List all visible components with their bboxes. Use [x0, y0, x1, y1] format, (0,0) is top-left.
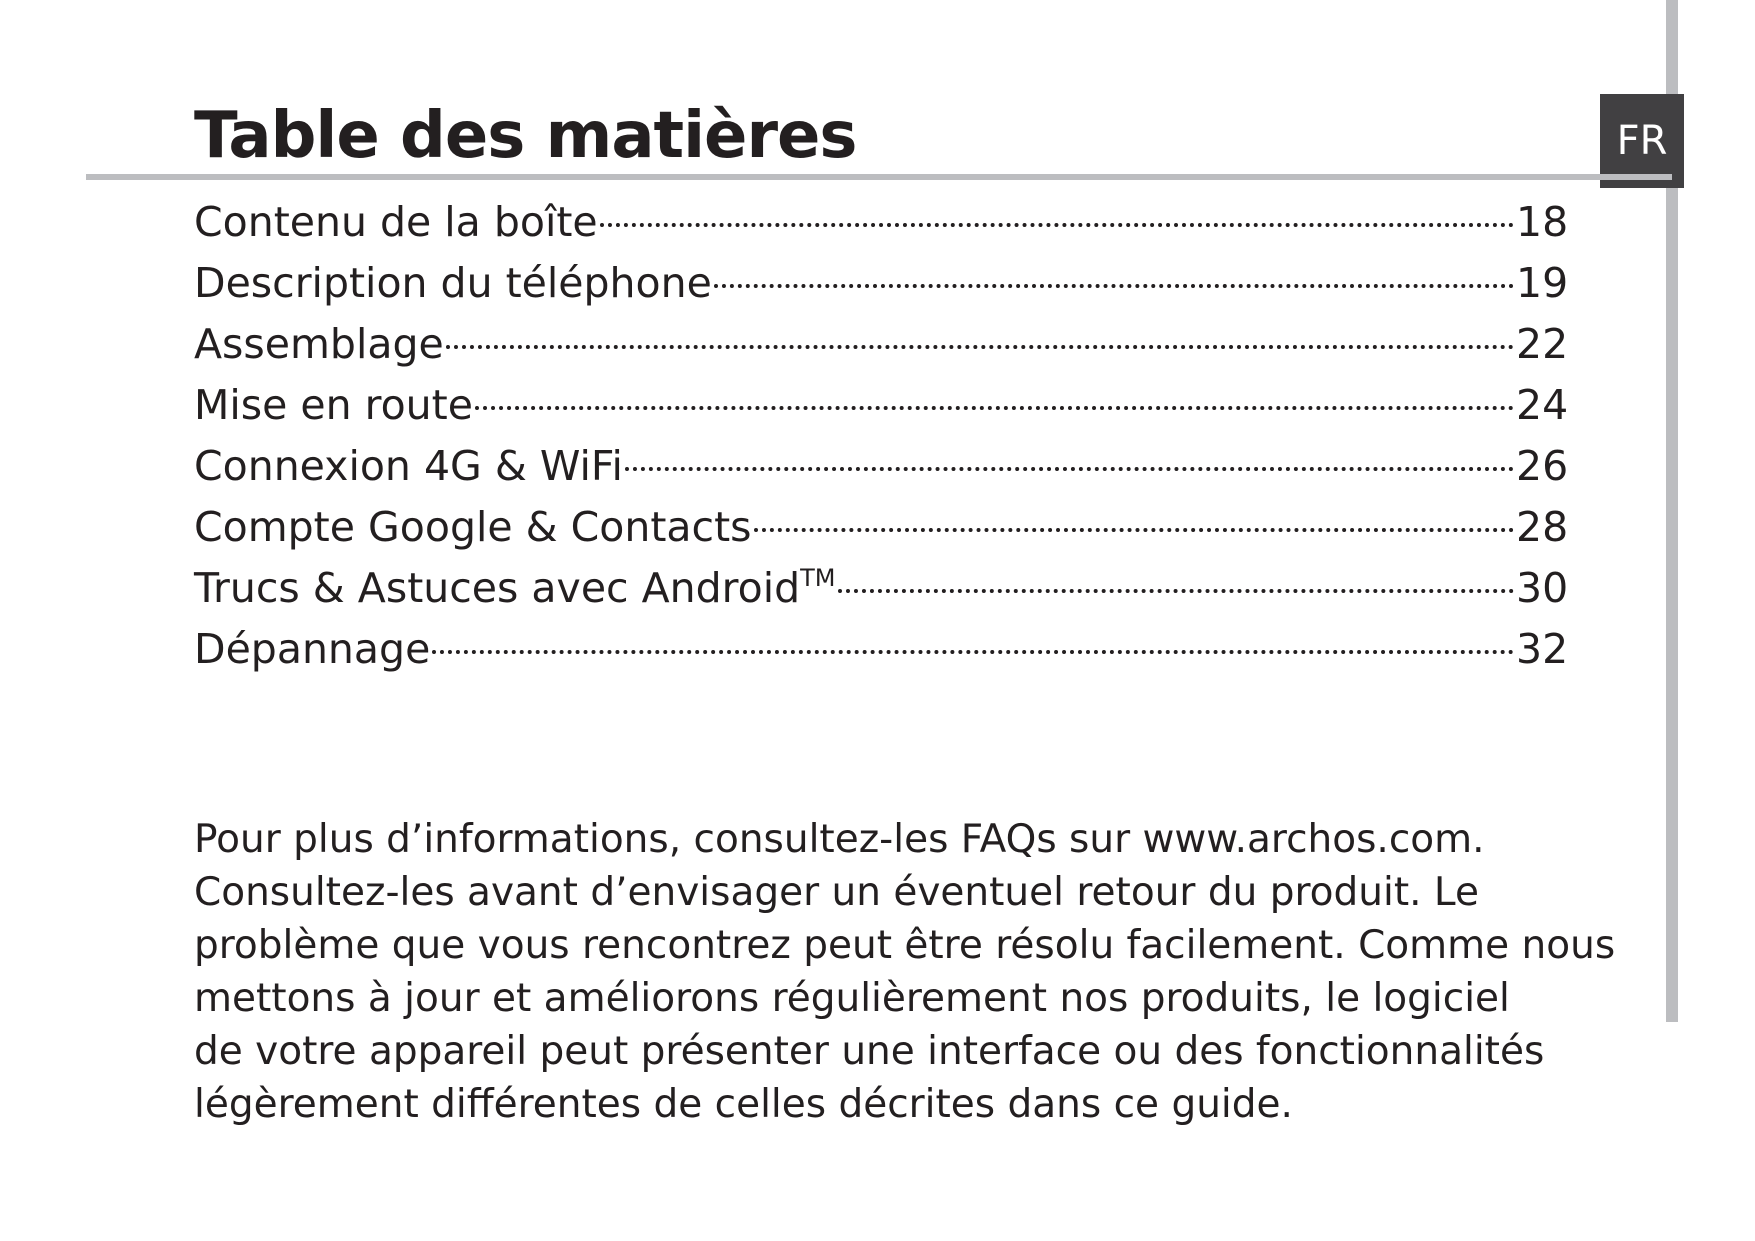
- toc-entry[interactable]: [194, 558, 1569, 619]
- toc-entry-label: [194, 558, 836, 619]
- toc-dot-leader: [754, 528, 1514, 532]
- info-line: problème que vous rencontrez peut être résolu facilement. Comme nous: [194, 923, 1616, 968]
- toc-entry-page: 30: [1516, 564, 1569, 612]
- toc-entry-page: 24: [1516, 381, 1569, 429]
- toc-entry[interactable]: [194, 497, 1569, 558]
- toc-dot-leader: [714, 284, 1514, 288]
- toc-dot-leader: [475, 406, 1514, 410]
- toc-entry-page: 19: [1516, 259, 1569, 307]
- info-paragraph: [194, 813, 1634, 1131]
- toc-dot-leader: [432, 650, 1514, 654]
- toc-entry[interactable]: [194, 192, 1569, 253]
- toc-entry-label: Dépannage: [194, 625, 431, 673]
- title-rule: [86, 174, 1672, 180]
- toc-entry-label: Compte Google & Contacts: [194, 503, 752, 551]
- toc-entry-label: Description du téléphone: [194, 259, 712, 307]
- info-line: mettons à jour et améliorons régulièrement nos produits, le logiciel: [194, 976, 1510, 1021]
- toc-entry-page: 28: [1516, 503, 1569, 551]
- page-title: Table des matières: [194, 99, 857, 173]
- toc-entry-page: 22: [1516, 320, 1569, 368]
- toc-entry-page: 26: [1516, 442, 1569, 490]
- info-line: Pour plus d’informations, consultez-les FAQs sur www.archos.com.: [194, 817, 1485, 862]
- toc-dot-leader: [625, 467, 1514, 471]
- toc-entry-label: Assemblage: [194, 320, 444, 368]
- toc-entry[interactable]: [194, 619, 1569, 680]
- info-line: de votre appareil peut présenter une interface ou des fonctionnalités: [194, 1029, 1545, 1074]
- language-tab: FR: [1600, 94, 1684, 188]
- table-of-contents: [194, 192, 1569, 680]
- toc-entry[interactable]: [194, 253, 1569, 314]
- toc-entry-label: Mise en route: [194, 381, 473, 429]
- info-line: Consultez-les avant d’envisager un éventuel retour du produit. Le: [194, 870, 1479, 915]
- toc-entry[interactable]: [194, 436, 1569, 497]
- toc-entry-page: 18: [1516, 198, 1569, 246]
- toc-dot-leader: [600, 223, 1514, 227]
- trademark-mark: TM: [800, 564, 836, 592]
- toc-dot-leader: [446, 345, 1514, 349]
- toc-entry-label: Connexion 4G & WiFi: [194, 442, 623, 490]
- toc-entry-page: 32: [1516, 625, 1569, 673]
- toc-entry-label: Contenu de la boîte: [194, 198, 598, 246]
- info-line: légèrement différentes de celles décrites dans ce guide.: [194, 1082, 1293, 1127]
- toc-entry[interactable]: [194, 314, 1569, 375]
- toc-dot-leader: [838, 589, 1514, 593]
- toc-entry-label-text: Trucs & Astuces avec Android: [194, 564, 801, 612]
- toc-entry[interactable]: [194, 375, 1569, 436]
